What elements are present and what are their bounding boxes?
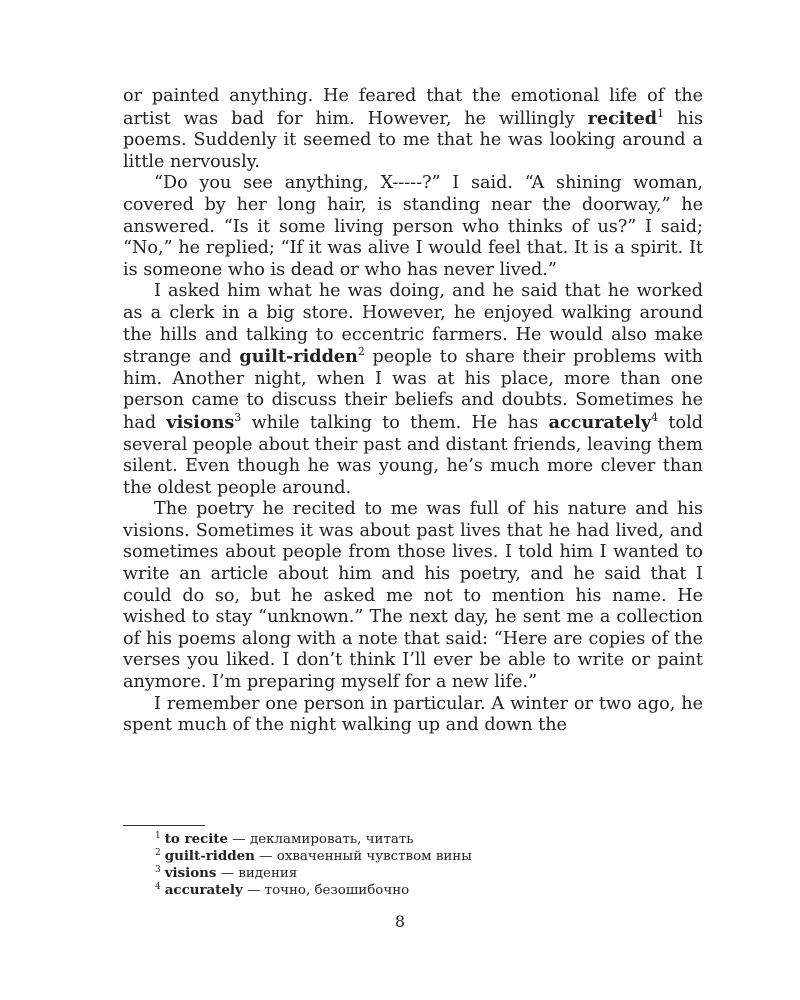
text-run: told several people about their past and distant friends, leaving them silent. Even though he was young, he’s much more clever than the oldest people around. <box>123 412 703 498</box>
page-body <box>123 86 703 737</box>
footnote-definition: — охваченный чувством вины <box>254 849 472 864</box>
glossary-term: guilt-ridden <box>239 346 358 368</box>
footnote-term: accurately <box>164 882 243 898</box>
footnote-definition: — видения <box>216 866 298 881</box>
footnote-number: 3 <box>155 865 161 875</box>
glossary-term: visions <box>166 411 235 433</box>
footnote-marker: 4 <box>651 410 659 424</box>
footnote-term: to recite <box>164 831 229 847</box>
footnote-term: visions <box>164 865 217 881</box>
paragraph <box>123 499 703 693</box>
paragraph <box>123 173 703 281</box>
body-text <box>123 86 703 737</box>
page-number: 8 <box>394 912 406 931</box>
footnote-number: 4 <box>155 882 161 892</box>
footnote-term: guilt-ridden <box>164 848 255 864</box>
glossary-term: recited <box>587 107 658 129</box>
footnote-separator <box>123 825 205 826</box>
text-run: his poems. Suddenly it seemed to me that he was looking around a little nervously. <box>123 108 703 172</box>
footnotes <box>155 831 675 899</box>
text-run: I remember one person in particular. A winter or two ago, he spent much of the night walking up and down the <box>123 693 703 736</box>
footnote-marker: 3 <box>234 410 242 424</box>
footnote-item <box>155 831 675 848</box>
footnote-item <box>155 865 675 882</box>
footnote-marker: 2 <box>357 345 365 359</box>
footnote-definition: — декламировать, читать <box>228 832 414 847</box>
footnote-marker: 1 <box>657 106 665 120</box>
text-run: I asked him what he was doing, and he said that he worked as a clerk in a big store. However, he enjoyed walking around the hills and talking to eccentric farmers. He would also make strange and <box>123 281 703 368</box>
text-run: people to share their problems with him. Another night, when I was at his place, more than one person came to discuss their beliefs and doubts. Sometimes he had <box>123 347 703 433</box>
paragraph <box>123 86 703 173</box>
footnote-number: 2 <box>155 848 161 858</box>
paragraph <box>123 694 703 737</box>
footnote-definition: — точно, безошибочно <box>242 883 410 898</box>
text-run: while talking to them. He has <box>241 412 549 433</box>
paragraph <box>123 281 703 499</box>
footnote-number: 1 <box>155 831 161 841</box>
footnote-item <box>155 848 675 865</box>
text-run: or painted anything. He feared that the emotional life of the artist was bad for him. However, he willingly <box>123 86 703 129</box>
footnote-item <box>155 882 675 899</box>
text-run: “Do you see anything, X-----?” I said. “A shining woman, covered by her long hair, is standing near the doorway,” he answered. “Is it some living person who thinks of us?” I said; “No,” he replied; “If it was alive I would feel that. It is a spirit. It is someone who is dead or who has never lived.” <box>123 173 703 280</box>
glossary-term: accurately <box>548 411 652 433</box>
text-run: The poetry he recited to me was full of his nature and his visions. Sometimes it was about past lives that he had lived, and sometimes about people from those lives. I told him I wanted to write an article about him and his poetry, and he said that I could do so, but he asked me not to mention his name. He wished to stay “unknown.” The next day, he sent me a collection of his poems along with a note that said: “Here are copies of the verses you liked. I don’t think I’ll ever be able to write or paint anymore. I’m preparing myself for a new life.” <box>123 499 703 693</box>
